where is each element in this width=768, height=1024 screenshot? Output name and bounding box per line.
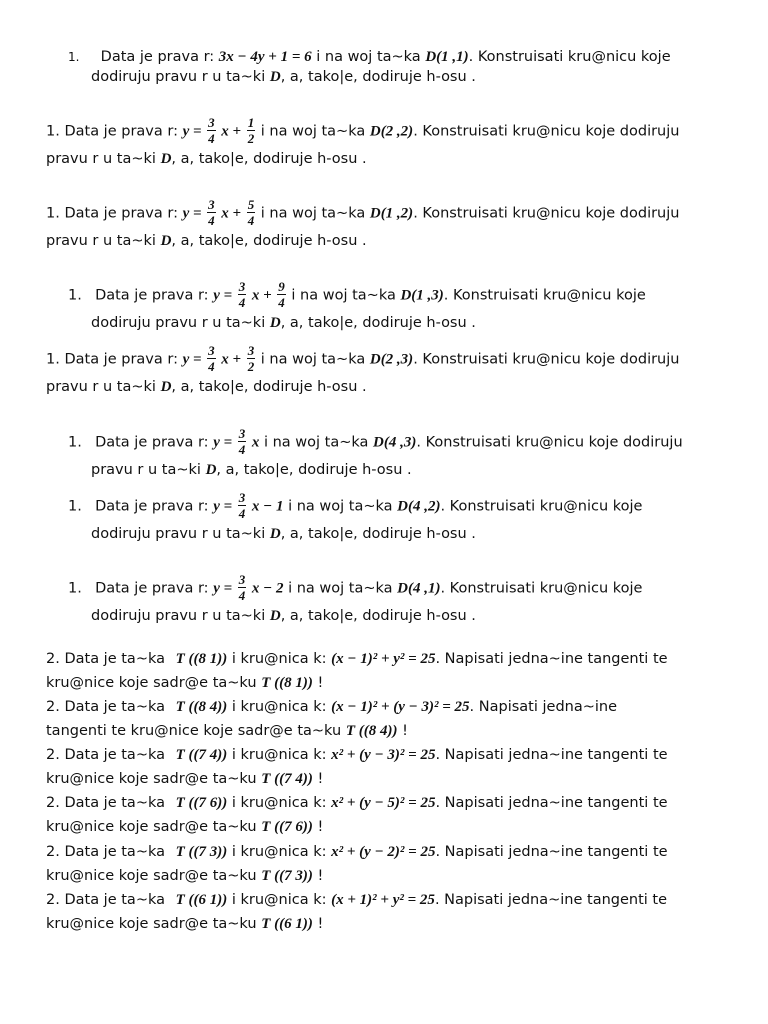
circle-equation: x² + (y − 3)² = 25 bbox=[331, 747, 436, 763]
problem-1-v4-line-1 bbox=[68, 281, 646, 310]
text: Data je ta~ka bbox=[64, 795, 165, 811]
math-text: y = bbox=[213, 580, 233, 597]
text: . Konstruisati kru@nicu koje dodiruju bbox=[413, 205, 680, 222]
problem-1-v5-line-2 bbox=[46, 377, 367, 397]
denominator: 4 bbox=[208, 131, 215, 146]
text: , a, tako|e, dodiruje h-osu . bbox=[280, 69, 476, 85]
text: Data je prava r: bbox=[64, 205, 178, 222]
text: pravu r u ta~ki bbox=[91, 462, 201, 478]
text: i na woj ta~ka bbox=[288, 498, 393, 515]
point-t: T ((8 4)) bbox=[345, 723, 398, 739]
text: pravu r u ta~ki bbox=[46, 233, 156, 249]
point-t: T ((7 3)) bbox=[261, 868, 313, 884]
text: Data je prava r: bbox=[95, 498, 209, 515]
denominator: 4 bbox=[247, 213, 255, 228]
problem-1-v4-line-2 bbox=[91, 313, 476, 333]
point-d: D(1 ,3) bbox=[400, 287, 444, 304]
numerator: 3 bbox=[238, 490, 246, 505]
math-text: x + bbox=[221, 351, 242, 368]
item-number: 2. bbox=[46, 651, 60, 667]
text: Data je prava r: bbox=[95, 434, 209, 451]
point-t: T ((6 1)) bbox=[175, 892, 228, 908]
math-text: x − 2 bbox=[251, 580, 284, 597]
problem-1-v7-line-1 bbox=[68, 492, 642, 521]
fraction bbox=[207, 344, 216, 373]
item-number: 2. bbox=[46, 844, 60, 860]
point-t: T ((8 4)) bbox=[175, 699, 228, 715]
text: dodiruju pravu r u ta~ki bbox=[91, 608, 266, 624]
point-label: D bbox=[160, 151, 172, 167]
item-number: 1. bbox=[68, 498, 82, 515]
circle-equation: (x + 1)² + y² = 25 bbox=[331, 892, 435, 908]
text: , a, tako|e, dodiruje h-osu . bbox=[171, 379, 367, 395]
text: Data je ta~ka bbox=[64, 747, 165, 763]
text: i kru@nica k: bbox=[231, 795, 327, 811]
math-text: x + bbox=[221, 123, 242, 140]
text: ! bbox=[317, 771, 324, 787]
item-number: 2. bbox=[46, 747, 60, 763]
text: Data je prava r: bbox=[95, 580, 209, 597]
text: kru@nice koje sadr@e ta~ku bbox=[46, 819, 257, 835]
point-label: D bbox=[269, 608, 281, 624]
numerator: 1 bbox=[247, 115, 255, 130]
fraction bbox=[247, 344, 256, 373]
point-d: D(2 ,3) bbox=[369, 351, 414, 368]
problem-2-v5-line-1 bbox=[46, 842, 668, 862]
problem-2-v2-line-2 bbox=[46, 721, 408, 741]
denominator: 4 bbox=[208, 213, 215, 228]
problem-1-v3-line-2 bbox=[46, 231, 367, 251]
text: , a, tako|e, dodiruje h-osu . bbox=[216, 462, 412, 478]
point-d: D(2 ,2) bbox=[369, 123, 414, 140]
text: Data je ta~ka bbox=[64, 699, 165, 715]
denominator: 4 bbox=[278, 295, 285, 310]
text: Data je ta~ka bbox=[64, 651, 165, 667]
text: i kru@nica k: bbox=[231, 892, 327, 908]
numerator: 9 bbox=[278, 279, 285, 294]
numerator: 3 bbox=[208, 343, 215, 358]
text: . Napisati jedna~ine tangenti te bbox=[435, 844, 668, 860]
text: ! bbox=[317, 819, 324, 835]
text: , a, tako|e, dodiruje h-osu . bbox=[280, 526, 476, 542]
denominator: 2 bbox=[247, 359, 255, 374]
point-label: D bbox=[160, 379, 172, 395]
text: i na woj ta~ka bbox=[288, 580, 393, 597]
denominator: 2 bbox=[247, 131, 255, 146]
problem-2-v5-line-2 bbox=[46, 866, 323, 886]
text: , a, tako|e, dodiruje h-osu . bbox=[171, 151, 367, 167]
fraction bbox=[247, 198, 256, 227]
math-text: y = bbox=[182, 351, 202, 368]
math-text: x bbox=[251, 434, 260, 451]
text: . Konstruisati kru@nicu koje bbox=[443, 287, 646, 304]
fraction bbox=[238, 491, 247, 520]
math-text: y = bbox=[182, 123, 202, 140]
point-label: D bbox=[269, 69, 281, 85]
math-text: y = bbox=[213, 498, 233, 515]
text: dodiruju pravu r u ta~ki bbox=[91, 526, 266, 542]
text: dodiruju pravu r u ta~ki bbox=[91, 69, 266, 85]
text: dodiruju pravu r u ta~ki bbox=[91, 315, 266, 331]
problem-1-v5-line-1 bbox=[46, 345, 679, 374]
text: i na woj ta~ka bbox=[263, 434, 369, 451]
problem-2-v4-line-2 bbox=[46, 817, 323, 837]
problem-1-v1-line-2 bbox=[91, 67, 476, 87]
math-text: x + bbox=[221, 205, 242, 222]
text: ! bbox=[317, 868, 324, 884]
text: ! bbox=[402, 723, 408, 739]
denominator: 4 bbox=[238, 295, 246, 310]
problem-1-v8-line-1 bbox=[68, 574, 642, 603]
math-text: x − 1 bbox=[251, 498, 284, 515]
text: Data je ta~ka bbox=[64, 844, 165, 860]
circle-equation: x² + (y − 2)² = 25 bbox=[331, 844, 436, 860]
equation: 3x − 4y + 1 = 6 bbox=[218, 49, 312, 65]
circle-equation: (x − 1)² + (y − 3)² = 25 bbox=[331, 699, 470, 715]
item-number: 2. bbox=[46, 892, 60, 908]
text: . Konstruisati kru@nicu koje bbox=[440, 580, 643, 597]
text: Data je prava r: bbox=[64, 351, 178, 368]
point-t: T ((7 3)) bbox=[175, 844, 228, 860]
text: ! bbox=[317, 916, 324, 932]
text: tangenti te kru@nice koje sadr@e ta~ku bbox=[46, 723, 342, 739]
text: kru@nice koje sadr@e ta~ku bbox=[46, 771, 257, 787]
text: kru@nice koje sadr@e ta~ku bbox=[46, 916, 257, 932]
point-d: D(4 ,3) bbox=[373, 434, 417, 451]
item-number: 1. bbox=[68, 434, 82, 451]
point-d: D(1 ,2) bbox=[369, 205, 414, 222]
text: i na woj ta~ka bbox=[260, 123, 366, 140]
numerator: 3 bbox=[238, 279, 246, 294]
point-t: T ((7 6)) bbox=[175, 795, 228, 811]
fraction bbox=[238, 427, 247, 456]
text: kru@nice koje sadr@e ta~ku bbox=[46, 675, 257, 691]
text: . Konstruisati kru@nicu koje dodiruju bbox=[413, 123, 680, 140]
text: pravu r u ta~ki bbox=[46, 151, 156, 167]
text: Data je ta~ka bbox=[64, 892, 165, 908]
point-d: D(4 ,2) bbox=[397, 498, 441, 515]
math-text: x + bbox=[251, 287, 272, 304]
problem-1-v7-line-2 bbox=[91, 524, 476, 544]
text: pravu r u ta~ki bbox=[46, 379, 156, 395]
point-t: T ((6 1)) bbox=[261, 916, 313, 932]
fraction bbox=[207, 198, 216, 227]
text: Data je prava r: bbox=[64, 123, 178, 140]
point-label: D bbox=[269, 526, 281, 542]
denominator: 4 bbox=[238, 588, 246, 603]
point-t: T ((7 4)) bbox=[261, 771, 313, 787]
problem-2-v4-line-1 bbox=[46, 793, 668, 813]
numerator: 3 bbox=[208, 115, 215, 130]
point-d: D(4 ,1) bbox=[397, 580, 441, 597]
problem-2-v2-line-1 bbox=[46, 697, 617, 717]
text: i kru@nica k: bbox=[231, 699, 327, 715]
problem-1-v1-line-1 bbox=[68, 47, 671, 67]
text: i kru@nica k: bbox=[231, 651, 327, 667]
item-number: 1. bbox=[46, 351, 60, 368]
text: kru@nice koje sadr@e ta~ku bbox=[46, 868, 257, 884]
fraction bbox=[238, 280, 247, 309]
text: Data je prava r: bbox=[100, 49, 215, 65]
point-t: T ((7 6)) bbox=[261, 819, 313, 835]
text: . Konstruisati kru@nicu koje dodiruju bbox=[416, 434, 683, 451]
problem-1-v6-line-2 bbox=[91, 460, 412, 480]
problem-2-v1-line-1 bbox=[46, 649, 668, 669]
point-t: T ((7 4)) bbox=[175, 747, 228, 763]
text: i na woj ta~ka bbox=[316, 49, 421, 65]
text: i na woj ta~ka bbox=[260, 351, 366, 368]
item-number: 2. bbox=[46, 795, 60, 811]
numerator: 3 bbox=[208, 197, 215, 212]
problem-2-v3-line-1 bbox=[46, 745, 668, 765]
text: , a, tako|e, dodiruje h-osu . bbox=[280, 608, 476, 624]
fraction bbox=[247, 116, 256, 145]
text: . Napisati jedna~ine bbox=[469, 699, 618, 715]
fraction bbox=[207, 116, 216, 145]
fraction bbox=[277, 280, 286, 309]
problem-2-v3-line-2 bbox=[46, 769, 323, 789]
numerator: 3 bbox=[238, 426, 246, 441]
problem-2-v6-line-1 bbox=[46, 890, 667, 910]
item-number: 2. bbox=[46, 699, 60, 715]
point-t: T ((8 1)) bbox=[175, 651, 228, 667]
problem-1-v8-line-2 bbox=[91, 606, 476, 626]
point-label: D bbox=[269, 315, 281, 331]
text: Data je prava r: bbox=[95, 287, 209, 304]
problem-2-v6-line-2 bbox=[46, 914, 323, 934]
text: i na woj ta~ka bbox=[291, 287, 396, 304]
denominator: 4 bbox=[238, 442, 246, 457]
point-label: D bbox=[160, 233, 172, 249]
math-text: y = bbox=[213, 434, 233, 451]
denominator: 4 bbox=[208, 359, 215, 374]
denominator: 4 bbox=[238, 506, 246, 521]
text: . Napisati jedna~ine tangenti te bbox=[435, 651, 668, 667]
problem-1-v2-line-2 bbox=[46, 149, 367, 169]
fraction bbox=[238, 573, 247, 602]
numerator: 3 bbox=[238, 572, 246, 587]
text: i kru@nica k: bbox=[231, 747, 327, 763]
text: . Konstruisati kru@nicu koje bbox=[440, 498, 643, 515]
text: . Napisati jedna~ine tangenti te bbox=[434, 892, 668, 908]
problem-1-v3-line-1 bbox=[46, 199, 679, 228]
circle-equation: (x − 1)² + y² = 25 bbox=[331, 651, 436, 667]
text: . Konstruisati kru@nicu koje dodiruju bbox=[413, 351, 680, 368]
point-label: D bbox=[205, 462, 217, 478]
problem-2-v1-line-2 bbox=[46, 673, 323, 693]
math-text: y = bbox=[182, 205, 202, 222]
text: . Konstruisati kru@nicu koje bbox=[468, 49, 671, 65]
text: i kru@nica k: bbox=[231, 844, 327, 860]
text: , a, tako|e, dodiruje h-osu . bbox=[280, 315, 476, 331]
math-text: y = bbox=[213, 287, 233, 304]
numerator: 5 bbox=[247, 197, 255, 212]
text: . Napisati jedna~ine tangenti te bbox=[435, 795, 668, 811]
numerator: 3 bbox=[247, 343, 255, 358]
item-number: 1. bbox=[68, 287, 82, 304]
point-t: T ((8 1)) bbox=[261, 675, 313, 691]
item-number: 1. bbox=[46, 205, 60, 222]
problem-1-v6-line-1 bbox=[68, 428, 683, 457]
problem-1-v2-line-1 bbox=[46, 117, 679, 146]
point-d: D(1 ,1) bbox=[425, 49, 469, 65]
item-number: 1. bbox=[46, 123, 60, 140]
text: i na woj ta~ka bbox=[260, 205, 366, 222]
text: , a, tako|e, dodiruje h-osu . bbox=[171, 233, 367, 249]
item-number: 1. bbox=[68, 580, 82, 597]
text: ! bbox=[317, 675, 324, 691]
circle-equation: x² + (y − 5)² = 25 bbox=[331, 795, 436, 811]
item-number: 1. bbox=[68, 50, 80, 64]
text: . Napisati jedna~ine tangenti te bbox=[435, 747, 668, 763]
